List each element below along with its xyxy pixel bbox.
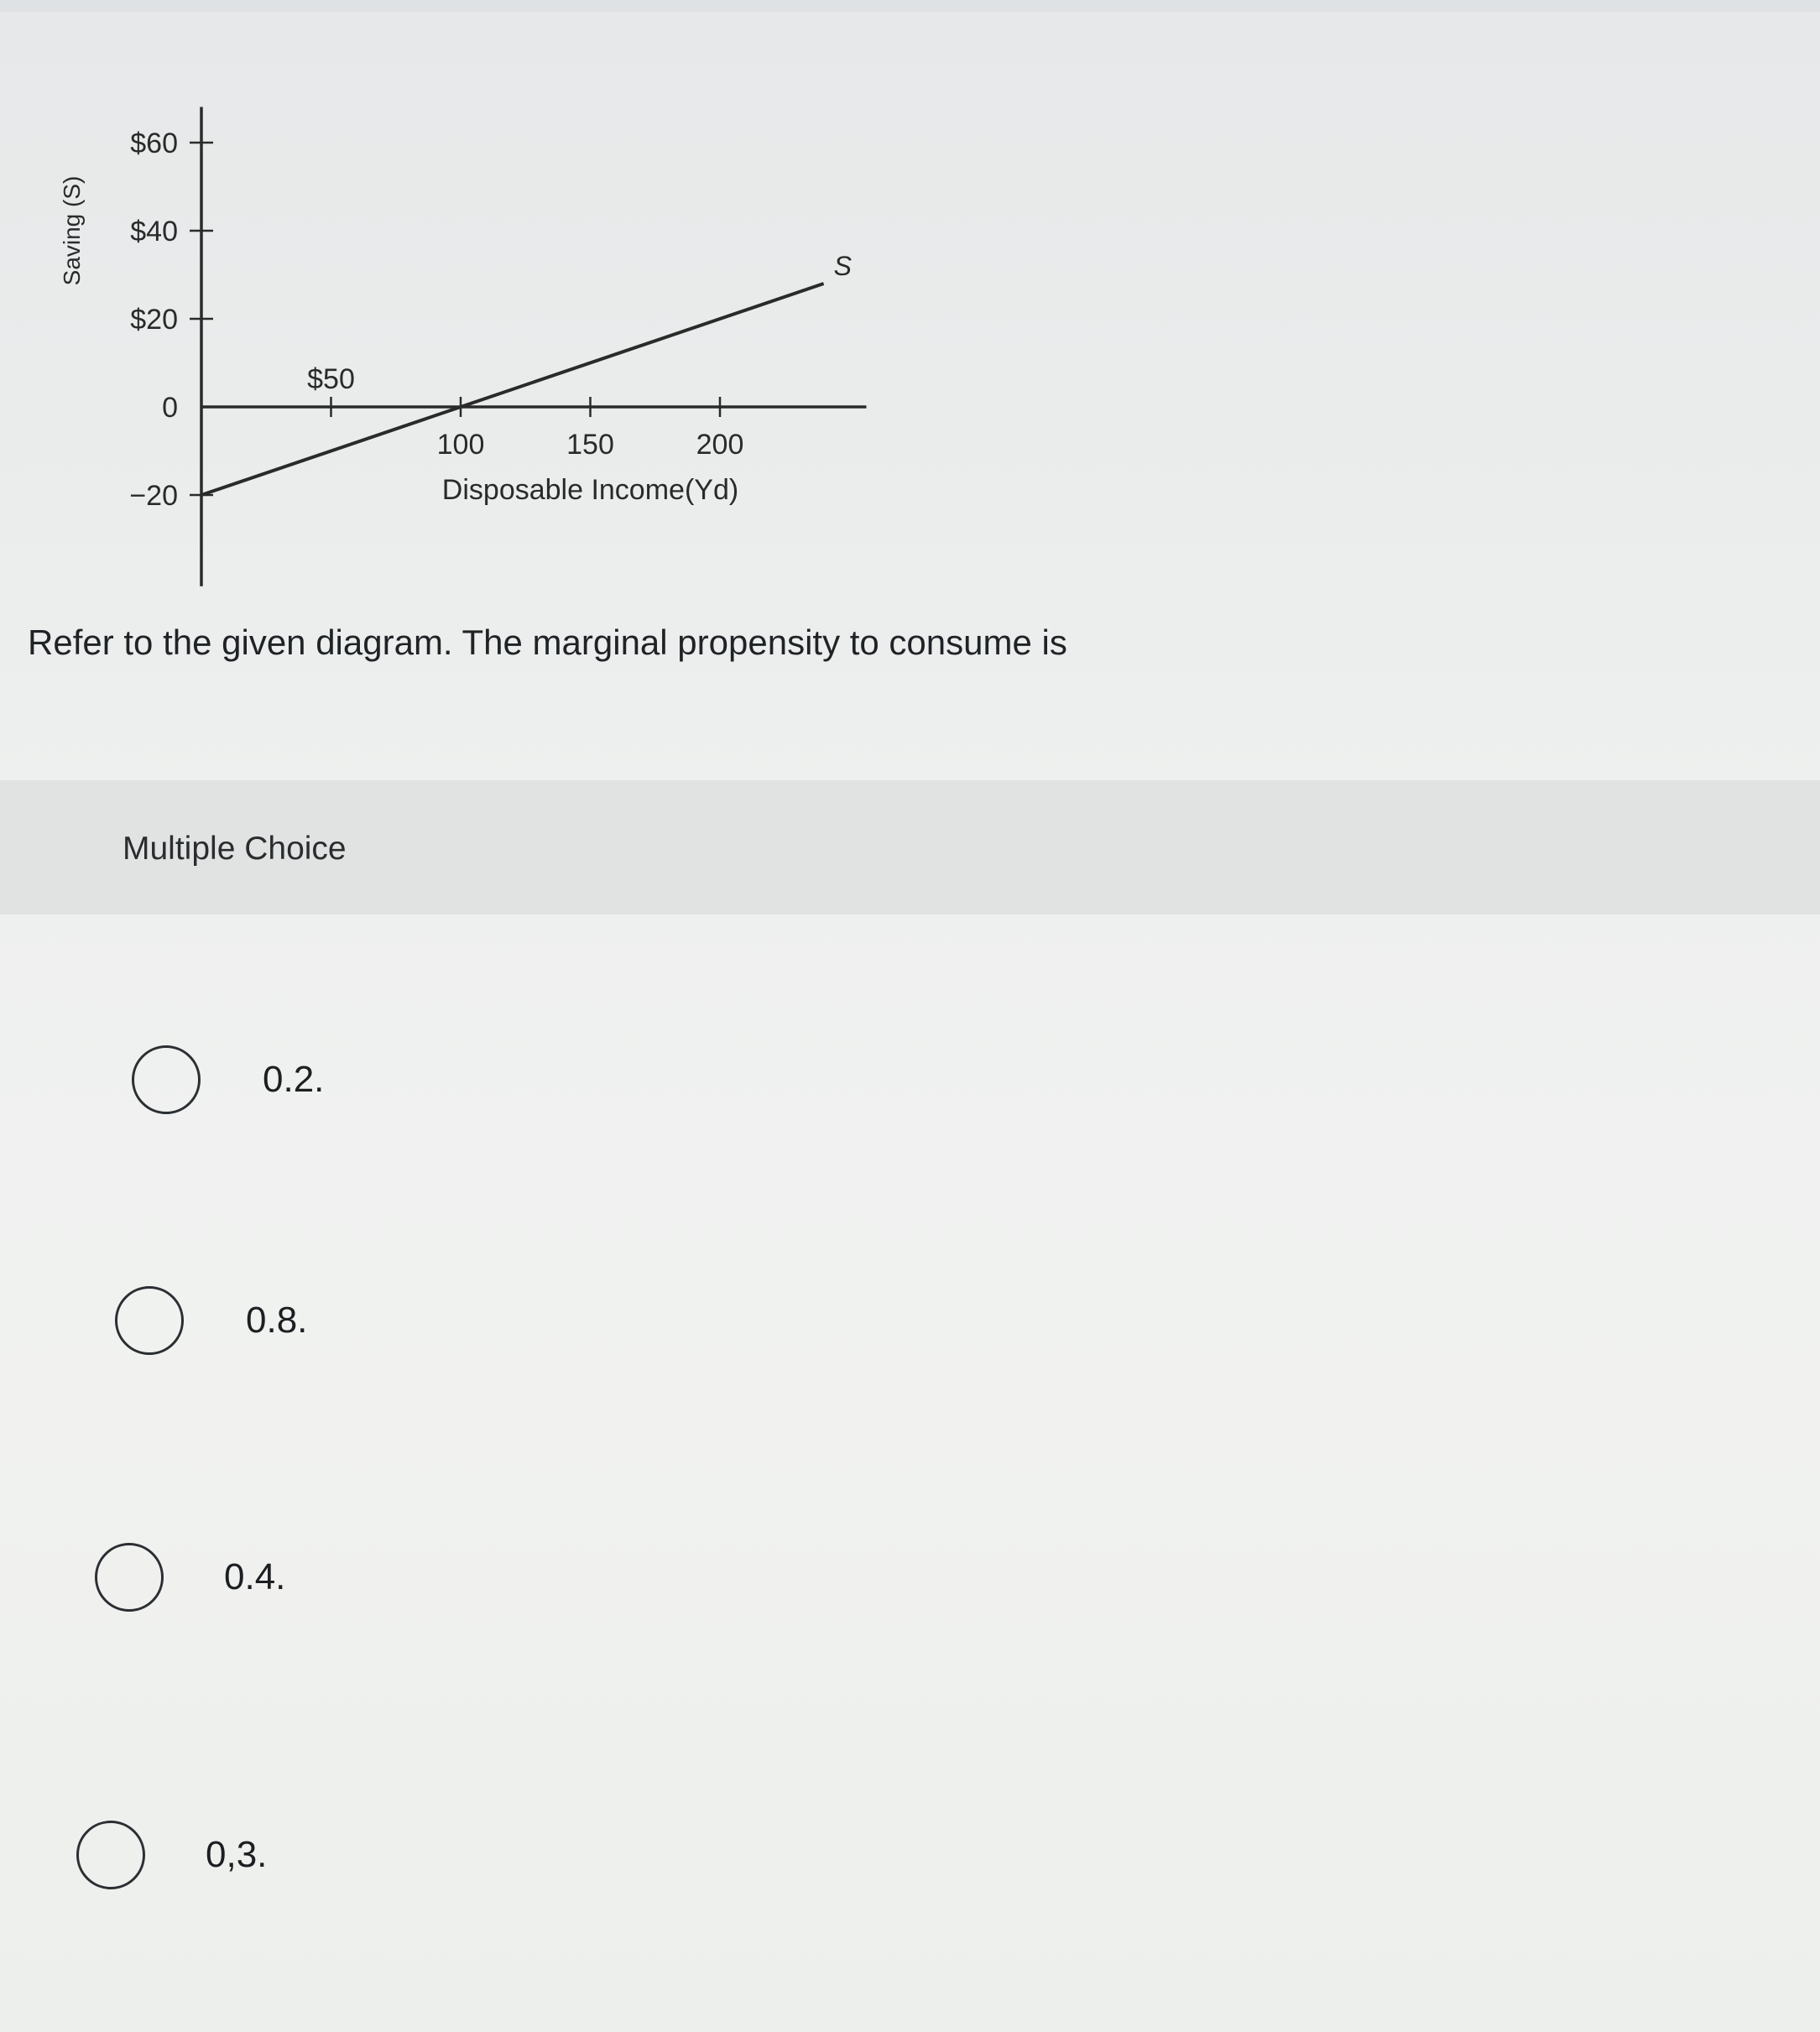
choice-label: 0.4.	[224, 1556, 286, 1597]
multiple-choice-title: Multiple Choice	[123, 831, 347, 867]
saving-chart	[50, 84, 873, 587]
choice-option-1[interactable]	[132, 1045, 324, 1114]
x-tick-label: 150	[566, 429, 614, 461]
x-tick-label: 200	[696, 429, 744, 461]
radio-button-icon[interactable]	[115, 1286, 184, 1355]
radio-button-icon[interactable]	[132, 1045, 201, 1114]
question-text: Refer to the given diagram. The marginal propensity to consume is	[28, 623, 1067, 662]
x-tick-label: $50	[307, 363, 355, 395]
y-tick-label: −20	[129, 480, 178, 512]
y-tick-label: 0	[162, 392, 178, 424]
choice-option-2[interactable]	[115, 1286, 307, 1355]
choice-label: 0,3.	[206, 1834, 268, 1875]
radio-button-icon[interactable]	[76, 1821, 145, 1889]
choice-label: 0.8.	[246, 1300, 308, 1341]
radio-button-icon[interactable]	[95, 1543, 164, 1612]
y-tick-label: $20	[130, 304, 178, 336]
choice-label: 0.2.	[263, 1059, 325, 1100]
series-label: S	[833, 251, 852, 281]
saving-chart-svg	[50, 84, 873, 587]
y-tick-label: $40	[130, 216, 178, 247]
y-tick-label: $60	[130, 128, 178, 159]
choice-option-4[interactable]	[76, 1821, 267, 1889]
multiple-choice-header	[0, 780, 1820, 914]
y-axis-label: Saving (S)	[59, 175, 85, 286]
saving-function-line	[201, 284, 824, 495]
top-strip	[0, 0, 1820, 12]
choice-option-3[interactable]	[95, 1543, 285, 1612]
x-axis-label: Disposable Income(Yd)	[441, 474, 739, 506]
x-tick-label: 100	[436, 429, 485, 461]
